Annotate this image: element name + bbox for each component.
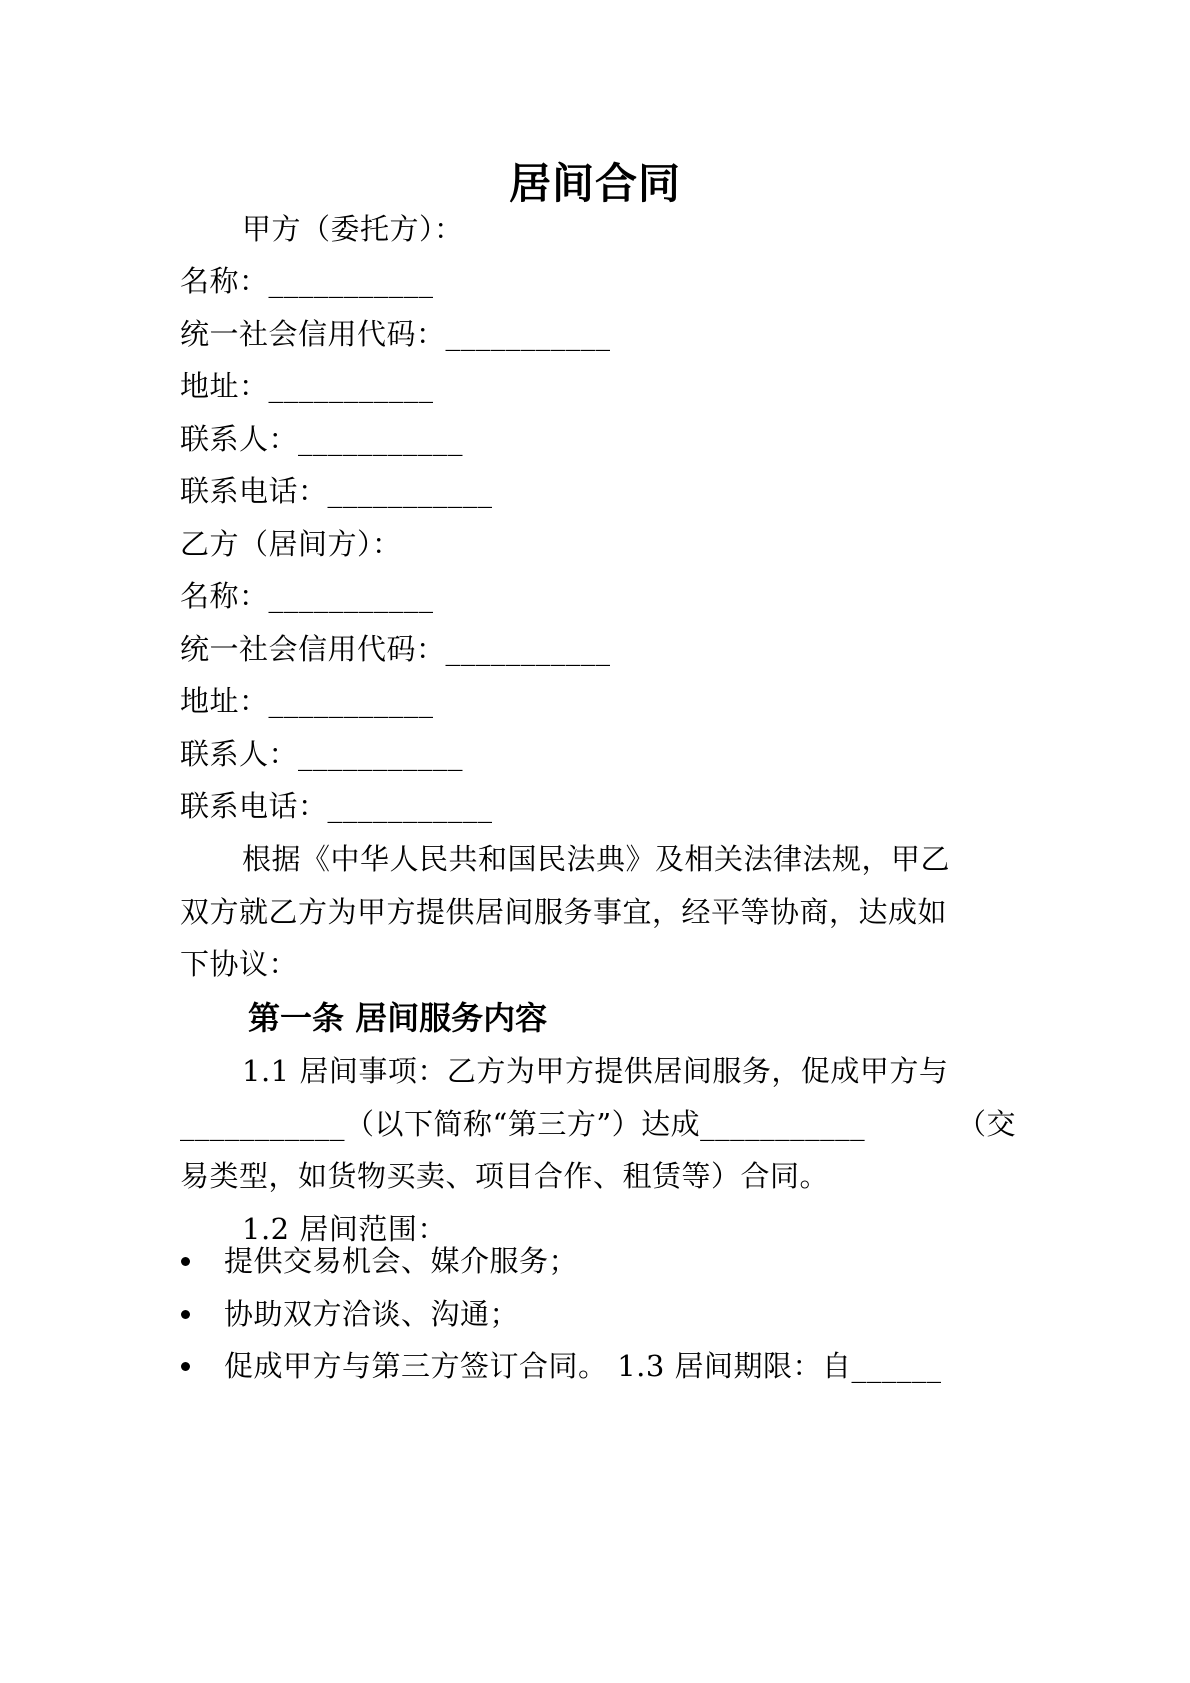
scope-list-item: 促成甲方与第三方签订合同。 1.3 居间期限：自______ — [224, 1349, 942, 1383]
party-a-address-field: 地址：___________ — [180, 369, 434, 403]
scope-list-item: 提供交易机会、媒介服务； — [224, 1244, 579, 1278]
clause-1-1-line-2-end: （交 — [956, 1107, 1016, 1141]
party-b-phone-field: 联系电话：___________ — [180, 789, 493, 823]
party-b-address-field: 地址：___________ — [180, 684, 434, 718]
preamble-line-1: 根据《中华人民共和国民法典》及相关法律法规，甲乙 — [242, 842, 951, 876]
bullet-icon — [181, 1257, 190, 1266]
party-b-contact-field: 联系人：___________ — [180, 737, 464, 771]
preamble-line-2: 双方就乙方为甲方提供居间服务事宜，经平等协商，达成如 — [180, 895, 948, 929]
clause-1-1-line-2-text: ___________（以下简称“第三方”）达成___________ — [180, 1107, 866, 1141]
clause-1-1-line-2 — [180, 1104, 1016, 1144]
scope-list-item: 协助双方洽谈、沟通； — [224, 1297, 520, 1331]
clause-1-1-line-3: 易类型，如货物买卖、项目合作、租赁等）合同。 — [180, 1159, 830, 1193]
party-a-heading: 甲方（委托方）： — [242, 212, 464, 246]
party-b-credit-code-field: 统一社会信用代码：___________ — [180, 632, 611, 666]
bullet-icon — [181, 1362, 190, 1371]
document-title: 居间合同 — [508, 159, 681, 208]
article-1-heading: 第一条 居间服务内容 — [248, 999, 548, 1037]
party-a-phone-field: 联系电话：___________ — [180, 474, 493, 508]
clause-1-1-line-1: 1.1 居间事项：乙方为甲方提供居间服务，促成甲方与 — [242, 1054, 949, 1088]
party-a-credit-code-field: 统一社会信用代码：___________ — [180, 317, 611, 351]
party-a-contact-field: 联系人：___________ — [180, 422, 464, 456]
party-a-name-field: 名称：___________ — [180, 264, 434, 298]
preamble-line-3: 下协议： — [180, 947, 299, 981]
party-b-heading: 乙方（居间方）： — [180, 527, 402, 561]
party-b-name-field: 名称：___________ — [180, 579, 434, 613]
bullet-icon — [181, 1310, 190, 1319]
clause-1-2-heading: 1.2 居间范围： — [242, 1212, 447, 1246]
